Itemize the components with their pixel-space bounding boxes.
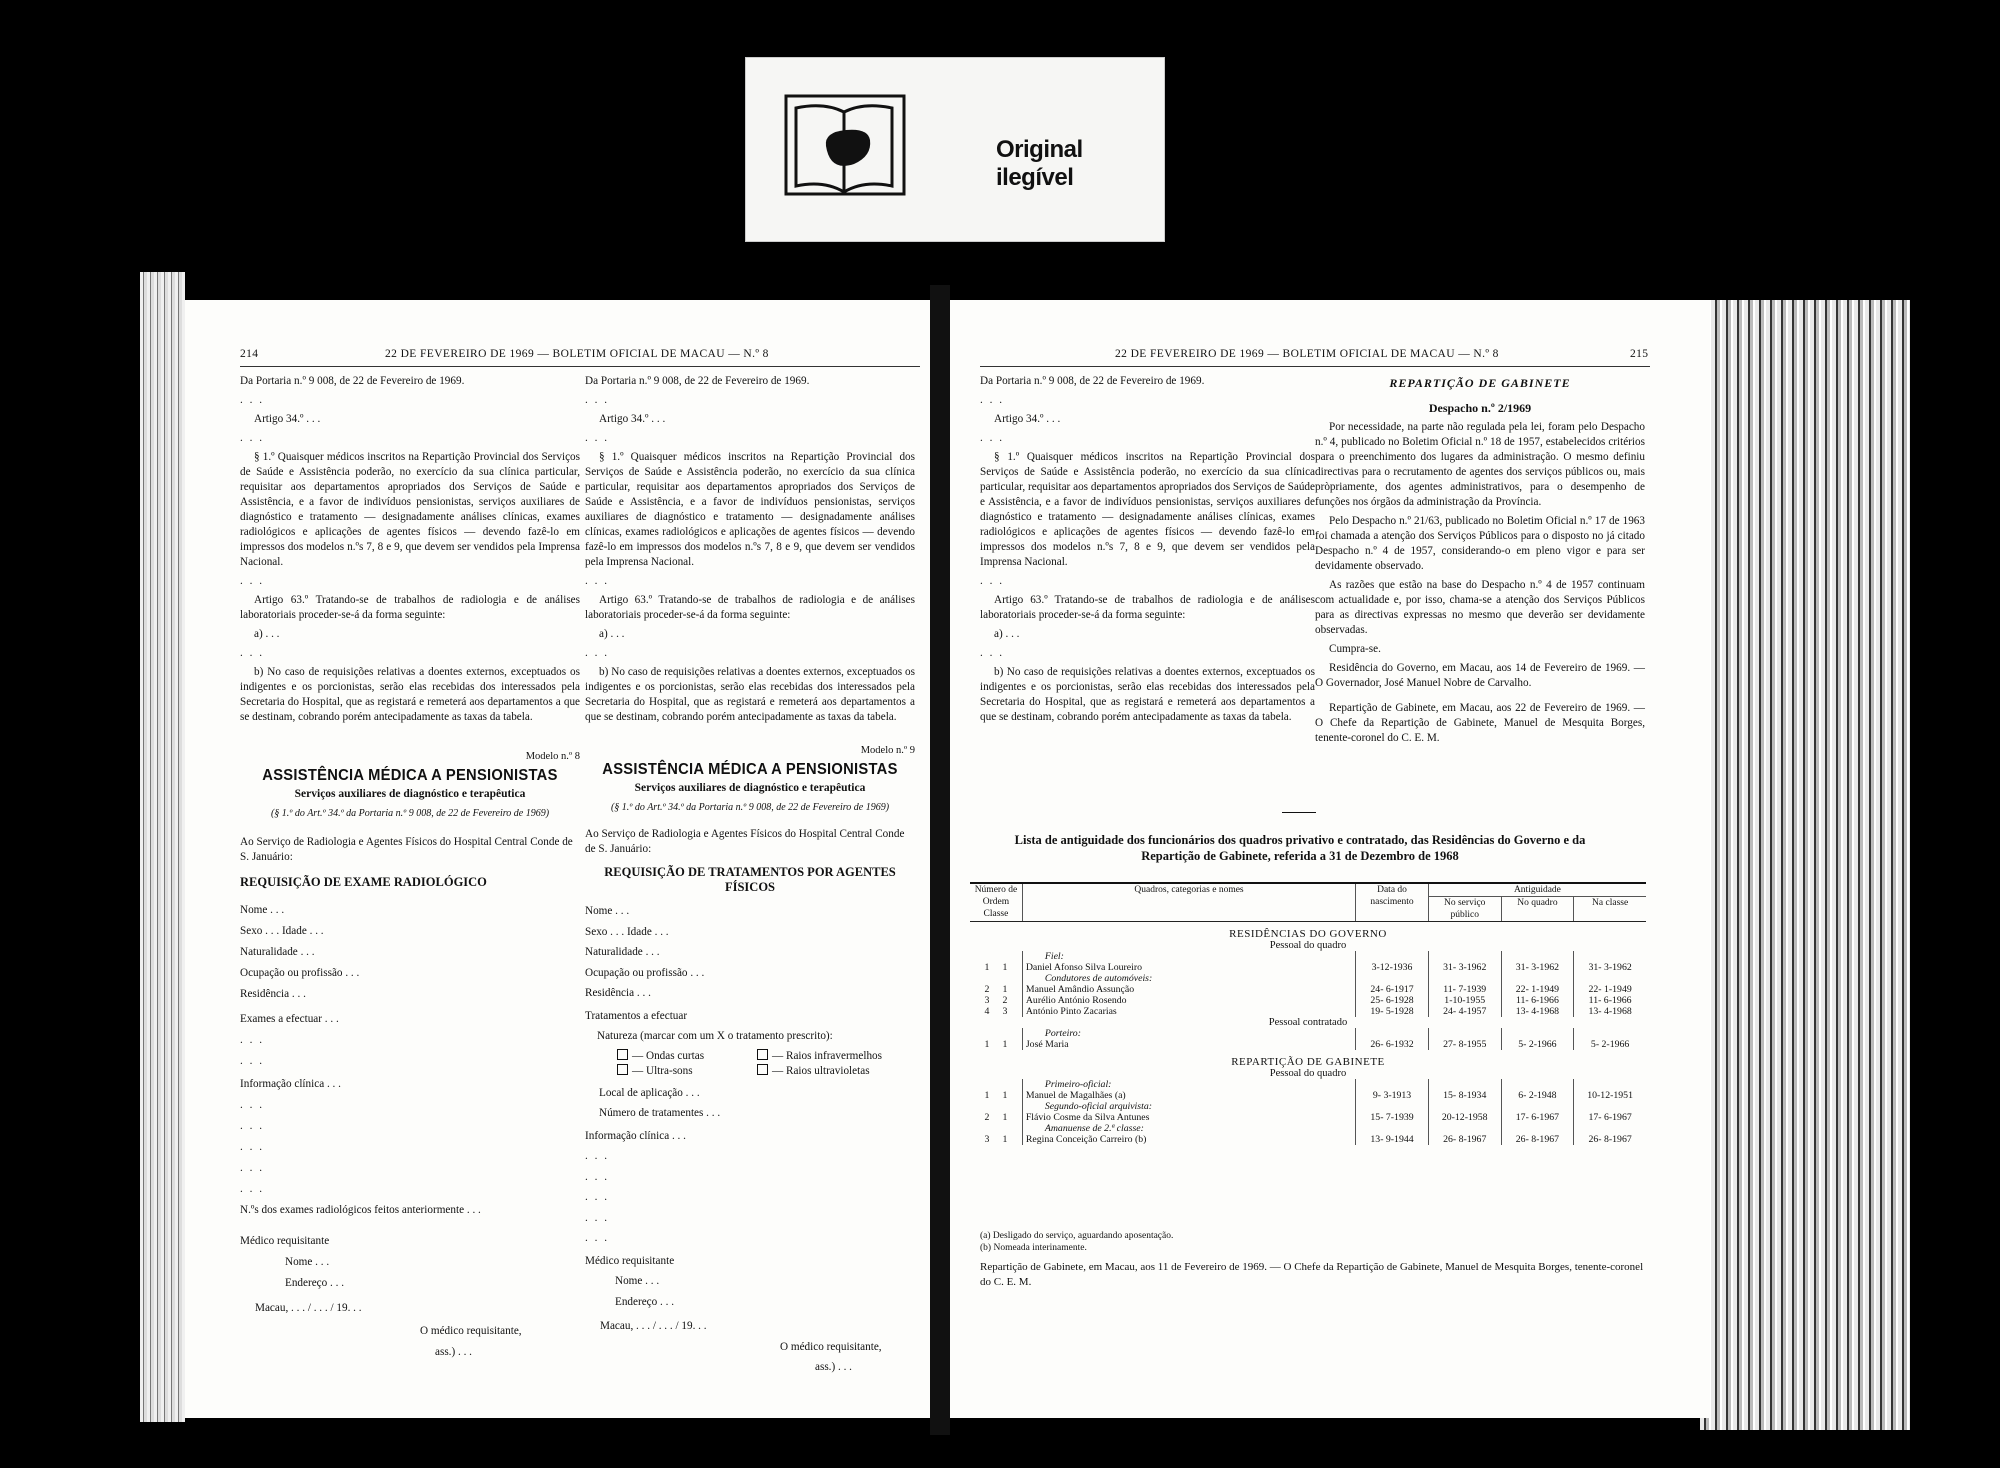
row-classe: 1: [1002, 1090, 1008, 1101]
field-occupation: Ocupação ou profissão . . .: [240, 967, 360, 979]
quadro-date: 11- 6-1966: [1501, 995, 1574, 1006]
ellipsis: . . .: [240, 394, 264, 406]
checkbox[interactable]: [757, 1049, 768, 1060]
paragraph-1: § 1.º Quaisquer médicos inscritos na Repartição Provincial dos Serviços de Saúde e Assistência poderão, no exercício da sua clínica particular, requisitar aos departamentos apropriados dos Serviços de Saúde e Assistência, e a favor de indivíduos pensionistas, serviços auxiliares de diagnóstico e tratamento — designadamente análises clínicas, exames radiológicos e aplicações de agentes físicos — devendo fazê-lo em impressos dos modelos n.ºs 7, 8 e 9, que devem ser vendidos pela Imprensa Nacional.: [980, 451, 1315, 568]
table-row: [970, 1006, 1646, 1017]
field-occupation: Ocupação ou profissão . . .: [585, 966, 705, 979]
row-ordem: 1: [984, 1039, 990, 1050]
class-date: 31- 3-1962: [1574, 962, 1646, 973]
checkbox[interactable]: [617, 1049, 628, 1060]
portaria-reference: Da Portaria n.º 9 008, de 22 de Fevereiro de 1969.: [980, 375, 1205, 387]
ordem-classe-cell: [970, 984, 1022, 995]
public-service-date: 24- 4-1957: [1428, 1006, 1501, 1017]
form-subtitle: Serviços auxiliares de diagnóstico e terapêutica: [634, 782, 866, 794]
field-name: Nome . . .: [585, 905, 630, 917]
form-subtitle: Serviços auxiliares de diagnóstico e terapêutica: [294, 788, 526, 800]
field-sex-age: Sexo . . . Idade . . .: [585, 925, 669, 938]
header-classe: Classe: [983, 909, 1009, 919]
bottom-strip: [0, 1468, 2000, 1482]
seniority-table: [970, 884, 1646, 1145]
employee-name: António Pinto Zacarias: [1022, 1006, 1355, 1017]
ellipsis: . . .: [980, 575, 1004, 587]
paragraph-1: § 1.º Quaisquer médicos inscritos na Repartição Provincial dos Serviços de Saúde e Assistência poderão, no exercício da sua clínica particular, requisitar aos departamentos apropriados dos Serviços de Saúde e Assistência, e a favor de indivíduos pensionistas, serviços auxiliares de diagnóstico e tratamento — designadamente análises clínicas, exames radiológicos e aplicações de agentes físicos — devendo fazê-lo em impressos dos modelos n.ºs 7, 8 e 9, que devem ser vendidos pela Imprensa Nacional.: [585, 451, 915, 568]
field-birthplace: Naturalidade . . .: [240, 946, 315, 958]
birth-date: 3-12-1936: [1356, 962, 1429, 973]
ellipsis: . . .: [585, 1211, 609, 1224]
requisition-title: REQUISIÇÃO DE TRATAMENTOS POR AGENTES FÍSICOS: [604, 865, 896, 894]
field-residence: Residência . . .: [585, 987, 651, 999]
table-section-title: RESIDÊNCIAS DO GOVERNO: [1229, 928, 1387, 940]
table-category: Condutores de automóveis:: [1022, 973, 1355, 984]
ellipsis: . . .: [585, 575, 609, 587]
quadro-date: 26- 8-1967: [1501, 1134, 1574, 1145]
row-classe: 2: [1002, 995, 1008, 1006]
portaria-reference: Da Portaria n.º 9 008, de 22 de Fevereiro de 1969.: [585, 375, 810, 387]
quadro-date: 13- 4-1968: [1501, 1006, 1574, 1017]
treatment-options: [585, 1049, 915, 1079]
ellipsis: . . .: [980, 647, 1004, 659]
article-34: Artigo 34.º . . .: [254, 413, 321, 425]
form-addressee: Ao Serviço de Radiologia e Agentes Físicos do Hospital Central Conde de S. Januário:: [585, 828, 905, 855]
item-b: b) No caso de requisições relativas a doentes externos, exceptuados os indigentes e os porcionistas, serão elas recebidas dos interessados pela Secretaria do Hospital, que as registará e remeterá aos departamentos a que se destinam, cobrando porém antecipadamente as taxas da tabela.: [980, 666, 1315, 723]
ellipsis: . . .: [240, 1141, 264, 1153]
ellipsis: . . .: [240, 647, 264, 659]
open-book-icon: [784, 94, 906, 202]
header-title: 22 DE FEVEREIRO DE 1969 — BOLETIM OFICIAL DE MACAU — N.º 8: [385, 348, 769, 360]
table-group-title: Pessoal do quadro: [1269, 940, 1347, 951]
row-ordem: 2: [984, 1112, 990, 1123]
employee-name: Daniel Afonso Silva Loureiro: [1022, 962, 1355, 973]
public-service-date: 20-12-1958: [1428, 1112, 1501, 1123]
public-service-date: 31- 3-1962: [1428, 962, 1501, 973]
table-group-title: Pessoal do quadro: [1269, 1068, 1347, 1079]
table-category: Primeiro-oficial:: [1022, 1079, 1355, 1090]
birth-date: 24- 6-1917: [1356, 984, 1429, 995]
field-treatments: Tratamentos a efectuar: [585, 1009, 688, 1022]
field-place-date: Macau, . . . / . . . / 19. . .: [600, 1320, 707, 1332]
table-row: [970, 1039, 1646, 1050]
row-classe: 3: [1002, 1006, 1008, 1017]
stamp-label: Original ilegível: [996, 136, 1083, 191]
row-classe: 1: [1002, 1039, 1008, 1050]
article-63: Artigo 63.º Tratando-se de trabalhos de radiologia e de análises laboratoriais proceder-se-á da forma seguinte:: [585, 594, 915, 621]
employee-name: José Maria: [1022, 1039, 1355, 1050]
book-gutter: [930, 285, 950, 1435]
right-column-1: [980, 374, 1315, 729]
despacho-paragraph: Pelo Despacho n.º 21/63, publicado no Boletim Oficial n.º 17 de 1963 foi chamada a atenção dos Serviços Públicos para o disposto no já citado Despacho n.º 4 de 1957, considerando-o em pleno vigor e para ser devidamente observado.: [1315, 515, 1645, 572]
item-b: b) No caso de requisições relativas a doentes externos, exceptuados os indigentes e os porcionistas, serão elas recebidas dos interessados pela Secretaria do Hospital, que as registará e remeterá aos departamentos a que se destinam, cobrando porém antecipadamente as taxas da tabela.: [240, 666, 580, 723]
quadro-date: 31- 3-1962: [1501, 962, 1574, 973]
form-title: ASSISTÊNCIA MÉDICA A PENSIONISTAS: [602, 761, 898, 778]
model-number: Modelo n.º 9: [860, 745, 915, 756]
option-ultrasound[interactable]: [617, 1064, 757, 1079]
left-column-1: [240, 374, 580, 1365]
quadro-date: 6- 2-1948: [1501, 1090, 1574, 1101]
header-seniority: Antiguidade: [1428, 884, 1646, 897]
despacho-signature: Repartição de Gabinete, em Macau, aos 22 de Fevereiro de 1969. — O Chefe da Repartição de Gabinete, Manuel de Mesquita Borges, tenente-coronel do C. E. M.: [1315, 702, 1645, 744]
birth-date: 15- 7-1939: [1356, 1112, 1429, 1123]
article-34: Artigo 34.º . . .: [994, 413, 1061, 425]
ellipsis: . . .: [240, 1055, 264, 1067]
employee-name: Manuel Amândio Assunção: [1022, 984, 1355, 995]
signature-label: O médico requisitante,: [780, 1340, 882, 1353]
row-classe: 1: [1002, 1134, 1008, 1145]
class-date: 10-12-1951: [1574, 1090, 1646, 1101]
item-a: a) . . .: [254, 628, 280, 640]
book-edge-left: [140, 272, 185, 1422]
field-previous-exams: N.ºs dos exames radiológicos feitos anteriormente . . .: [240, 1204, 481, 1216]
ellipsis: . . .: [980, 432, 1004, 444]
field-doctor-name: Nome . . .: [285, 1256, 330, 1268]
ellipsis: . . .: [980, 394, 1004, 406]
page-number: 215: [1630, 348, 1649, 360]
header-num: Número de: [974, 885, 1018, 895]
option-label: — Ondas curtas: [632, 1049, 705, 1062]
row-ordem: 4: [984, 1006, 990, 1017]
option-label: — Ultra-sons: [632, 1064, 693, 1077]
footnote-b: (b) Nomeada interinamente.: [980, 1243, 1087, 1253]
row-classe: 1: [1002, 1112, 1008, 1123]
footnotes: [980, 1230, 1173, 1254]
employee-name: Flávio Cosme da Silva Antunes: [1022, 1112, 1355, 1123]
class-date: 13- 4-1968: [1574, 1006, 1646, 1017]
despacho-paragraph: Cumpra-se.: [1329, 643, 1381, 655]
signature-line: ass.) . . .: [815, 1361, 852, 1373]
field-location: Local de aplicação . . .: [599, 1086, 700, 1099]
option-infrared[interactable]: [757, 1049, 882, 1064]
field-sex-age: Sexo . . . Idade . . .: [240, 925, 324, 937]
header-rule: [980, 366, 1650, 367]
page-number: 214: [240, 348, 259, 360]
row-ordem: 3: [984, 995, 990, 1006]
quadro-date: 22- 1-1949: [1501, 984, 1574, 995]
public-service-date: 15- 8-1934: [1428, 1090, 1501, 1101]
ordem-classe-cell: [970, 995, 1022, 1006]
field-doctor-address: Endereço . . .: [285, 1277, 345, 1289]
ellipsis: . . .: [240, 432, 264, 444]
ellipsis: . . .: [585, 1191, 609, 1203]
table-row: [970, 995, 1646, 1006]
table-row: [970, 1134, 1646, 1145]
right-column-2: [1315, 376, 1645, 750]
ellipsis: . . .: [240, 575, 264, 587]
table-section-title: REPARTIÇÃO DE GABINETE: [1231, 1056, 1385, 1068]
item-b: b) No caso de requisições relativas a doentes externos, exceptuados os indigentes e os porcionistas, serão elas recebidas dos interessados pela Secretaria do Hospital, que as registará e remeterá aos departamentos a que se destinam, cobrando porém antecipadamente as taxas da tabela.: [585, 666, 915, 723]
header-birth: Data do nascimento: [1356, 884, 1429, 922]
field-doctor: Médico requisitante: [585, 1254, 675, 1267]
model-number: Modelo n.º 8: [525, 751, 580, 762]
signature-label: O médico requisitante,: [420, 1325, 522, 1337]
ellipsis: . . .: [585, 432, 609, 444]
public-service-date: 27- 8-1955: [1428, 1039, 1501, 1050]
ellipsis: . . .: [240, 1099, 264, 1111]
checkbox[interactable]: [617, 1064, 628, 1075]
class-date: 17- 6-1967: [1574, 1112, 1646, 1123]
field-doctor-name: Nome . . .: [615, 1275, 660, 1287]
despacho-paragraph: Por necessidade, na parte não regulada pela lei, foram pelo Despacho n.º 4, publicado no Boletim Oficial n.º 18 de 1957, estabelecidos critérios para o preenchimento dos lugares da administração. O mesmo definiu directivas para o recrutamento de agentes dos serviços públicos ou, mais pròpriamente, dos agentes administrativos, para o desempenho de funções nos órgãos da administração da Província.: [1315, 421, 1645, 508]
header-title: 22 DE FEVEREIRO DE 1969 — BOLETIM OFICIAL DE MACAU — N.º 8: [1115, 348, 1499, 360]
header-quadros: Quadros, categorias e nomes: [1022, 884, 1355, 922]
row-ordem: 3: [984, 1134, 990, 1145]
birth-date: 9- 3-1913: [1356, 1090, 1429, 1101]
ordem-classe-cell: [970, 1090, 1022, 1101]
birth-date: 19- 5-1928: [1356, 1006, 1429, 1017]
ellipsis: . . .: [585, 647, 609, 659]
option-ultraviolet[interactable]: [757, 1064, 882, 1079]
ellipsis: . . .: [240, 1120, 264, 1132]
field-count: Número de tratamentes . . .: [599, 1107, 721, 1119]
field-doctor: Médico requisitante: [240, 1235, 330, 1247]
table-category: Amanuense de 2.ª classe:: [1022, 1123, 1355, 1134]
field-nature: Natureza (marcar com um X o tratamento prescrito):: [597, 1030, 833, 1042]
field-clinical-info: Informação clínica . . .: [585, 1129, 686, 1142]
quadro-date: 17- 6-1967: [1501, 1112, 1574, 1123]
table-row: [970, 1112, 1646, 1123]
ellipsis: . . .: [585, 1170, 609, 1183]
option-label: — Raios ultravioletas: [772, 1064, 870, 1077]
field-name: Nome . . .: [240, 904, 285, 916]
class-date: 11- 6-1966: [1574, 995, 1646, 1006]
public-service-date: 1-10-1955: [1428, 995, 1501, 1006]
form-reference: (§ 1.º do Art.º 34.º da Portaria n.º 9 008, de 22 de Fevereiro de 1969): [270, 808, 550, 819]
ellipsis: . . .: [240, 1034, 264, 1046]
header-ordem: Ordem: [982, 897, 1010, 907]
row-ordem: 1: [984, 1090, 990, 1101]
illegible-stamp: [745, 57, 1165, 242]
class-date: 22- 1-1949: [1574, 984, 1646, 995]
seniority-table-body: [970, 922, 1646, 1146]
portaria-reference: Da Portaria n.º 9 008, de 22 de Fevereiro de 1969.: [240, 375, 465, 387]
ordem-classe-cell: [970, 1112, 1022, 1123]
birth-date: 25- 6-1928: [1356, 995, 1429, 1006]
field-doctor-address: Endereço . . .: [615, 1295, 675, 1308]
public-service-date: 26- 8-1967: [1428, 1134, 1501, 1145]
despacho-paragraph: As razões que estão na base do Despacho n.º 4 de 1957 continuam com actualidade e, por isso, chama-se a atenção dos Serviços Públicos para as directivas expressas no mesmo que deverão ser devidamente observadas.: [1315, 579, 1645, 636]
closing-statement: Repartição de Gabinete, em Macau, aos 11 de Fevereiro de 1969. — O Chefe da Repartição de Gabinete, Manuel de Mesquita Borges, tenente-coronel do C. E. M.: [980, 1261, 1644, 1288]
ordem-classe-cell: [970, 962, 1022, 973]
item-a: a) . . .: [599, 628, 625, 640]
table-group-title: Pessoal contratado: [1268, 1017, 1348, 1028]
ellipsis: . . .: [585, 1232, 609, 1244]
table-category: Porteiro:: [1022, 1028, 1355, 1039]
despacho-signature: Residência do Governo, em Macau, aos 14 de Fevereiro de 1969. — O Governador, José Manuel Nobre de Carvalho.: [1315, 662, 1645, 689]
form-addressee: Ao Serviço de Radiologia e Agentes Físicos do Hospital Central Conde de S. Januário:: [240, 836, 573, 863]
option-short-waves[interactable]: [617, 1049, 757, 1064]
ellipsis: . . .: [585, 1150, 609, 1162]
right-page: [950, 300, 1710, 1418]
birth-date: 13- 9-1944: [1356, 1134, 1429, 1145]
header-public-service: No serviço público: [1428, 897, 1501, 922]
employee-name: Manuel de Magalhães (a): [1022, 1090, 1355, 1101]
divider: [1282, 812, 1316, 813]
book-edge-right: [1700, 300, 1910, 1430]
ellipsis: . . .: [240, 1183, 264, 1195]
checkbox[interactable]: [757, 1064, 768, 1075]
field-exams: Exames a efectuar . . .: [240, 1013, 339, 1025]
requisition-title: REQUISIÇÃO DE EXAME RADIOLÓGICO: [240, 875, 487, 889]
option-label: — Raios infravermelhos: [772, 1049, 882, 1062]
ordem-classe-cell: [970, 1039, 1022, 1050]
table-row: [970, 962, 1646, 973]
article-63: Artigo 63.º Tratando-se de trabalhos de radiologia e de análises laboratoriais proceder-se-á da forma seguinte:: [980, 594, 1315, 621]
table-row: [970, 984, 1646, 995]
table-row: [970, 1090, 1646, 1101]
despacho-title: Despacho n.º 2/1969: [1428, 401, 1532, 415]
signature-line: ass.) . . .: [435, 1346, 472, 1358]
quadro-date: 5- 2-1966: [1501, 1039, 1574, 1050]
row-classe: 1: [1002, 984, 1008, 995]
form-reference: (§ 1.º do Art.º 34.º da Portaria n.º 9 008, de 22 de Fevereiro de 1969): [610, 802, 890, 813]
employee-name: Aurélio António Rosendo: [1022, 995, 1355, 1006]
list-title: Lista de antiguidade dos funcionários dos quadros privativo e contratado, das Residências do Governo e da Repartição de Gabinete, referida a 31 de Dezembro de 1968: [1014, 833, 1586, 863]
paragraph-1: § 1.º Quaisquer médicos inscritos na Repartição Provincial dos Serviços de Saúde e Assistência poderão, no exercício da sua clínica particular, requisitar aos departamentos apropriados dos Serviços de Saúde e Assistência, e a favor de indivíduos pensionistas, serviços auxiliares de diagnóstico e tratamento — designadamente análises clínicas, exames radiológicos e aplicações de agentes físicos — devendo fazê-lo em impressos dos modelos n.ºs 7, 8 e 9, que devem ser vendidos pela Imprensa Nacional.: [240, 451, 580, 568]
article-34: Artigo 34.º . . .: [599, 413, 666, 425]
section-title: REPARTIÇÃO DE GABINETE: [1389, 376, 1571, 390]
row-ordem: 1: [984, 962, 990, 973]
field-birthplace: Naturalidade . . .: [585, 946, 660, 958]
header-in-quadro: No quadro: [1501, 897, 1574, 922]
row-classe: 1: [1002, 962, 1008, 973]
article-63: Artigo 63.º Tratando-se de trabalhos de radiologia e de análises laboratoriais proceder-se-á da forma seguinte:: [240, 594, 580, 621]
header-rule: [240, 366, 920, 367]
header-in-class: Na classe: [1574, 897, 1646, 922]
table-category: Segundo-oficial arquivista:: [1022, 1101, 1355, 1112]
left-page: [185, 300, 930, 1418]
field-clinical-info: Informação clínica . . .: [240, 1078, 341, 1090]
field-residence: Residência . . .: [240, 988, 306, 1000]
field-place-date: Macau, . . . / . . . / 19. . .: [255, 1302, 362, 1314]
item-a: a) . . .: [994, 628, 1020, 640]
ellipsis: . . .: [585, 394, 609, 406]
footnote-a: (a) Desligado do serviço, aguardando aposentação.: [980, 1231, 1174, 1241]
ordem-classe-cell: [970, 1006, 1022, 1017]
form-title: ASSISTÊNCIA MÉDICA A PENSIONISTAS: [262, 767, 558, 784]
table-category: Fiel:: [1022, 951, 1355, 962]
ellipsis: . . .: [240, 1162, 264, 1174]
row-ordem: 2: [984, 984, 990, 995]
birth-date: 26- 6-1932: [1356, 1039, 1429, 1050]
ordem-classe-cell: [970, 1134, 1022, 1145]
class-date: 26- 8-1967: [1574, 1134, 1646, 1145]
employee-name: Regina Conceição Carreiro (b): [1022, 1134, 1355, 1145]
public-service-date: 11- 7-1939: [1428, 984, 1501, 995]
left-column-2: [585, 374, 915, 1380]
class-date: 5- 2-1966: [1574, 1039, 1646, 1050]
